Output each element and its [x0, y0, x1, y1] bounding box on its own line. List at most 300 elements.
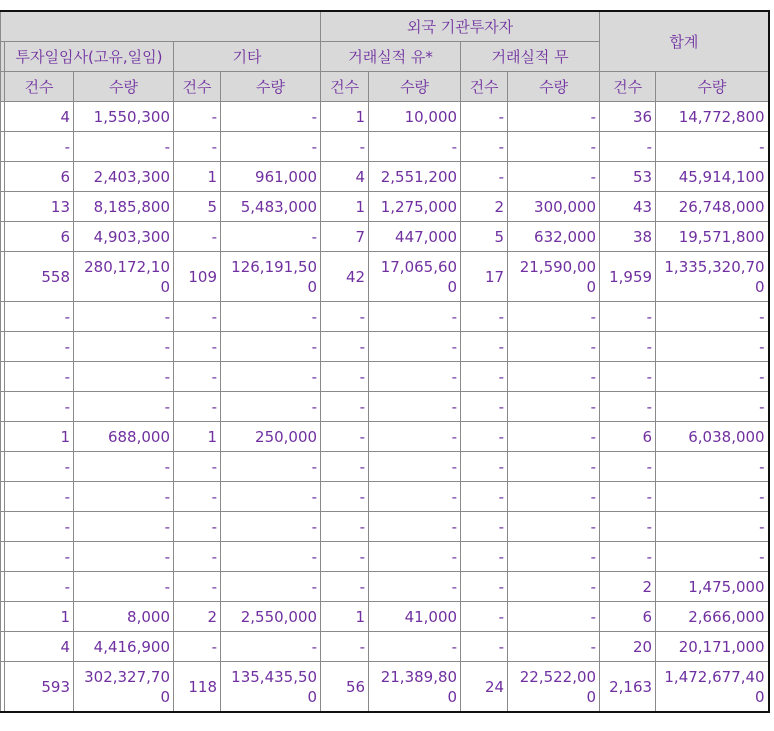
- count-cell: [5, 302, 74, 332]
- cell-value: 22,522,000: [519, 667, 597, 706]
- quantity-cell: [369, 392, 461, 422]
- cell-value: -: [759, 457, 765, 476]
- cell-value: -: [498, 367, 505, 386]
- count-cell: [461, 482, 508, 512]
- cell-value: -: [311, 107, 318, 126]
- cell-value: 1,959: [609, 267, 653, 286]
- cell-value: 6,038,000: [688, 427, 765, 446]
- count-cell: [5, 662, 74, 713]
- cell-value: -: [590, 637, 597, 656]
- count-cell: [5, 102, 74, 132]
- count-cell: [461, 222, 508, 252]
- cell-value: 8,185,800: [93, 197, 170, 216]
- cell-value: -: [646, 457, 653, 476]
- count-cell: [5, 222, 74, 252]
- cell-value: -: [759, 397, 765, 416]
- quantity-cell: [508, 602, 600, 632]
- count-cell: [5, 542, 74, 572]
- cell-value: 1: [355, 107, 366, 126]
- header-count: 건수: [600, 72, 656, 102]
- cell-value: -: [498, 487, 505, 506]
- cell-value: 53: [632, 167, 653, 186]
- header-without-record: 거래실적 무: [461, 42, 600, 72]
- cell-value: -: [498, 137, 505, 156]
- cell-value: 19,571,800: [678, 227, 765, 246]
- cell-value: 1,275,000: [380, 197, 458, 216]
- count-cell: [600, 482, 656, 512]
- count-cell: [321, 482, 369, 512]
- count-cell: [5, 132, 74, 162]
- cell-value: 13: [50, 197, 70, 216]
- count-cell: [461, 132, 508, 162]
- quantity-cell: [221, 452, 321, 482]
- cell-value: -: [164, 577, 170, 596]
- quantity-cell: [656, 452, 769, 482]
- cell-value: 6: [60, 167, 70, 186]
- count-cell: [600, 222, 656, 252]
- quantity-cell: [508, 452, 600, 482]
- quantity-cell: [74, 452, 174, 482]
- count-cell: [5, 192, 74, 222]
- count-cell: [461, 512, 508, 542]
- cell-value: 2,403,300: [93, 167, 170, 186]
- cell-value: 280,172,100: [84, 257, 170, 296]
- count-cell: [600, 362, 656, 392]
- count-cell: [174, 512, 221, 542]
- table-row: [1, 482, 769, 512]
- cell-value: -: [311, 307, 318, 326]
- cell-value: -: [164, 367, 170, 386]
- quantity-cell: [221, 132, 321, 162]
- quantity-cell: [508, 662, 600, 713]
- cell-value: -: [590, 457, 597, 476]
- count-cell: [174, 602, 221, 632]
- cell-value: -: [64, 517, 70, 536]
- quantity-cell: [508, 302, 600, 332]
- cell-value: -: [211, 307, 217, 326]
- cell-value: -: [164, 547, 170, 566]
- count-cell: [600, 302, 656, 332]
- count-cell: [174, 332, 221, 362]
- cell-value: 126,191,500: [231, 257, 318, 296]
- cell-value: 38: [632, 227, 653, 246]
- count-cell: [5, 362, 74, 392]
- cell-value: -: [759, 367, 765, 386]
- cell-value: -: [646, 397, 653, 416]
- cell-value: -: [311, 547, 318, 566]
- table-row: [1, 162, 769, 192]
- quantity-cell: [508, 512, 600, 542]
- cell-value: 43: [632, 197, 653, 216]
- count-cell: [321, 222, 369, 252]
- cell-value: -: [211, 637, 217, 656]
- count-cell: [174, 302, 221, 332]
- header-row-3: [1, 72, 769, 102]
- quantity-cell: [221, 222, 321, 252]
- quantity-cell: [508, 222, 600, 252]
- cell-value: 20: [632, 637, 653, 656]
- count-cell: [321, 662, 369, 713]
- cell-value: -: [498, 457, 505, 476]
- header-investment-advisor: 투자일임사(고유,일임): [5, 42, 174, 72]
- cell-value: 109: [188, 267, 217, 286]
- cell-value: -: [759, 517, 765, 536]
- cell-value: -: [646, 337, 653, 356]
- count-cell: [321, 252, 369, 302]
- cell-value: -: [590, 577, 597, 596]
- cell-value: -: [498, 307, 505, 326]
- cell-value: -: [498, 167, 505, 186]
- cell-value: 4: [60, 637, 70, 656]
- count-cell: [321, 132, 369, 162]
- count-cell: [600, 572, 656, 602]
- cell-value: -: [64, 487, 70, 506]
- count-cell: [600, 662, 656, 713]
- table-row: [1, 422, 769, 452]
- count-cell: [600, 102, 656, 132]
- header-count: 건수: [321, 72, 369, 102]
- count-cell: [174, 102, 221, 132]
- quantity-cell: [369, 452, 461, 482]
- cell-value: -: [211, 397, 217, 416]
- count-cell: [461, 542, 508, 572]
- cell-value: 42: [345, 267, 366, 286]
- quantity-cell: [221, 302, 321, 332]
- count-cell: [321, 602, 369, 632]
- table-row: [1, 452, 769, 482]
- cell-value: -: [64, 547, 70, 566]
- cell-value: -: [646, 367, 653, 386]
- cell-value: -: [64, 397, 70, 416]
- header-other: 기타: [174, 42, 321, 72]
- header-count: 건수: [5, 72, 74, 102]
- header-count: 건수: [461, 72, 508, 102]
- count-cell: [5, 252, 74, 302]
- cell-value: 558: [41, 267, 70, 286]
- quantity-cell: [369, 192, 461, 222]
- cell-value: -: [498, 397, 505, 416]
- cell-value: -: [498, 517, 505, 536]
- cell-value: 1,550,300: [93, 107, 170, 126]
- quantity-cell: [221, 102, 321, 132]
- table-row: [1, 302, 769, 332]
- quantity-cell: [221, 192, 321, 222]
- cell-value: -: [164, 457, 170, 476]
- cell-value: -: [759, 547, 765, 566]
- quantity-cell: [369, 102, 461, 132]
- quantity-cell: [369, 572, 461, 602]
- quantity-cell: [369, 662, 461, 713]
- cell-value: 5,483,000: [240, 197, 318, 216]
- cell-value: -: [211, 547, 217, 566]
- cell-value: -: [164, 517, 170, 536]
- count-cell: [5, 162, 74, 192]
- cell-value: -: [359, 547, 366, 566]
- cell-value: 26,748,000: [678, 197, 765, 216]
- cell-value: 632,000: [534, 227, 597, 246]
- cell-value: 4,903,300: [93, 227, 170, 246]
- count-cell: [174, 392, 221, 422]
- cell-value: -: [590, 337, 597, 356]
- cell-value: 135,435,500: [231, 667, 318, 706]
- count-cell: [461, 632, 508, 662]
- table-row: [1, 102, 769, 132]
- table-row: [1, 542, 769, 572]
- quantity-cell: [221, 332, 321, 362]
- cell-value: -: [590, 307, 597, 326]
- count-cell: [321, 362, 369, 392]
- table-row: [1, 362, 769, 392]
- cell-value: -: [311, 457, 318, 476]
- cell-value: -: [451, 517, 458, 536]
- cell-value: -: [590, 167, 597, 186]
- cell-value: 17,065,600: [380, 257, 458, 296]
- cell-value: -: [359, 457, 366, 476]
- header-count: 건수: [174, 72, 221, 102]
- quantity-cell: [221, 512, 321, 542]
- cell-value: 6: [642, 607, 653, 626]
- cell-value: -: [451, 427, 458, 446]
- cell-value: 2,163: [609, 677, 653, 696]
- cell-value: -: [311, 397, 318, 416]
- quantity-cell: [221, 542, 321, 572]
- cell-value: -: [646, 517, 653, 536]
- quantity-cell: [369, 482, 461, 512]
- cell-value: -: [311, 517, 318, 536]
- quantity-cell: [656, 662, 769, 713]
- cell-value: 36: [632, 107, 653, 126]
- cell-value: -: [211, 367, 217, 386]
- quantity-cell: [74, 422, 174, 452]
- quantity-cell: [221, 632, 321, 662]
- cell-value: -: [311, 137, 318, 156]
- cell-value: -: [359, 367, 366, 386]
- header-total: 합계: [600, 11, 769, 72]
- quantity-cell: [508, 132, 600, 162]
- quantity-cell: [221, 162, 321, 192]
- quantity-cell: [74, 542, 174, 572]
- cell-value: 1: [60, 427, 70, 446]
- quantity-cell: [508, 102, 600, 132]
- cell-value: -: [759, 487, 765, 506]
- cell-value: -: [359, 517, 366, 536]
- count-cell: [600, 162, 656, 192]
- table-row: [1, 222, 769, 252]
- cell-value: -: [498, 607, 505, 626]
- count-cell: [5, 422, 74, 452]
- count-cell: [321, 422, 369, 452]
- cell-value: -: [211, 457, 217, 476]
- count-cell: [174, 162, 221, 192]
- count-cell: [321, 542, 369, 572]
- quantity-cell: [508, 362, 600, 392]
- cell-value: -: [359, 337, 366, 356]
- quantity-cell: [369, 512, 461, 542]
- cell-value: 21,590,000: [519, 257, 597, 296]
- cell-value: -: [646, 487, 653, 506]
- cell-value: -: [498, 547, 505, 566]
- cell-value: -: [311, 367, 318, 386]
- cell-value: -: [759, 137, 765, 156]
- quantity-cell: [221, 482, 321, 512]
- quantity-cell: [369, 422, 461, 452]
- count-cell: [600, 392, 656, 422]
- quantity-cell: [74, 482, 174, 512]
- cell-value: -: [451, 137, 458, 156]
- count-cell: [461, 252, 508, 302]
- count-cell: [461, 102, 508, 132]
- cell-value: -: [164, 307, 170, 326]
- count-cell: [461, 392, 508, 422]
- cell-value: 447,000: [395, 227, 458, 246]
- quantity-cell: [656, 252, 769, 302]
- cell-value: 2,666,000: [688, 607, 765, 626]
- quantity-cell: [656, 482, 769, 512]
- cell-value: 961,000: [255, 167, 318, 186]
- quantity-cell: [369, 162, 461, 192]
- header-quantity: 수량: [221, 72, 321, 102]
- quantity-cell: [221, 602, 321, 632]
- count-cell: [321, 332, 369, 362]
- cell-value: -: [311, 227, 318, 246]
- quantity-cell: [221, 662, 321, 713]
- count-cell: [174, 192, 221, 222]
- count-cell: [461, 452, 508, 482]
- cell-value: -: [451, 457, 458, 476]
- quantity-cell: [656, 422, 769, 452]
- quantity-cell: [508, 572, 600, 602]
- quantity-cell: [221, 362, 321, 392]
- cell-value: -: [646, 547, 653, 566]
- quantity-cell: [74, 662, 174, 713]
- quantity-cell: [74, 162, 174, 192]
- count-cell: [174, 452, 221, 482]
- quantity-cell: [656, 362, 769, 392]
- quantity-cell: [508, 332, 600, 362]
- table-row: [1, 572, 769, 602]
- count-cell: [174, 542, 221, 572]
- cell-value: 5: [494, 227, 505, 246]
- count-cell: [600, 632, 656, 662]
- cell-value: 24: [484, 677, 505, 696]
- cell-value: -: [498, 637, 505, 656]
- count-cell: [321, 392, 369, 422]
- cell-value: 10,000: [404, 107, 458, 126]
- header-quantity: 수량: [369, 72, 461, 102]
- count-cell: [600, 512, 656, 542]
- table-row: [1, 512, 769, 542]
- count-cell: [5, 392, 74, 422]
- quantity-cell: [508, 392, 600, 422]
- cell-value: -: [64, 137, 70, 156]
- count-cell: [5, 572, 74, 602]
- cell-value: -: [211, 107, 217, 126]
- count-cell: [600, 602, 656, 632]
- count-cell: [321, 572, 369, 602]
- cell-value: -: [759, 307, 765, 326]
- cell-value: -: [590, 547, 597, 566]
- quantity-cell: [656, 392, 769, 422]
- count-cell: [461, 302, 508, 332]
- quantity-cell: [508, 162, 600, 192]
- cell-value: 4,416,900: [93, 637, 170, 656]
- cell-value: -: [311, 577, 318, 596]
- cell-value: -: [451, 307, 458, 326]
- cell-value: 5: [207, 197, 217, 216]
- quantity-cell: [656, 102, 769, 132]
- cell-value: -: [64, 307, 70, 326]
- cell-value: -: [498, 427, 505, 446]
- quantity-cell: [221, 252, 321, 302]
- count-cell: [174, 422, 221, 452]
- count-cell: [600, 252, 656, 302]
- cell-value: -: [498, 577, 505, 596]
- cell-value: 1: [355, 607, 366, 626]
- count-cell: [174, 662, 221, 713]
- count-cell: [174, 362, 221, 392]
- table-row: [1, 632, 769, 662]
- quantity-cell: [74, 252, 174, 302]
- header-foreign-institution: 외국 기관투자자: [321, 11, 600, 42]
- cell-value: 1: [60, 607, 70, 626]
- cell-value: 302,327,700: [84, 667, 170, 706]
- cell-value: -: [211, 517, 217, 536]
- quantity-cell: [656, 162, 769, 192]
- cell-value: -: [211, 337, 217, 356]
- count-cell: [5, 632, 74, 662]
- quantity-cell: [656, 632, 769, 662]
- cell-value: -: [646, 137, 653, 156]
- cell-value: -: [359, 307, 366, 326]
- table-row: [1, 602, 769, 632]
- quantity-cell: [369, 632, 461, 662]
- cell-value: -: [590, 517, 597, 536]
- cell-value: -: [590, 607, 597, 626]
- quantity-cell: [74, 392, 174, 422]
- cell-value: -: [164, 397, 170, 416]
- cell-value: -: [451, 337, 458, 356]
- count-cell: [321, 192, 369, 222]
- quantity-cell: [369, 302, 461, 332]
- cell-value: -: [359, 487, 366, 506]
- quantity-cell: [656, 192, 769, 222]
- cell-value: -: [451, 547, 458, 566]
- count-cell: [321, 302, 369, 332]
- cell-value: 250,000: [255, 427, 318, 446]
- cell-value: -: [311, 637, 318, 656]
- count-cell: [600, 132, 656, 162]
- cell-value: -: [451, 637, 458, 656]
- cell-value: -: [64, 577, 70, 596]
- cell-value: -: [590, 487, 597, 506]
- header-blank: [1, 11, 321, 42]
- count-cell: [5, 512, 74, 542]
- count-cell: [461, 422, 508, 452]
- count-cell: [321, 632, 369, 662]
- cell-value: -: [498, 107, 505, 126]
- cell-value: 2: [494, 197, 505, 216]
- count-cell: [174, 572, 221, 602]
- cell-value: -: [311, 487, 318, 506]
- cell-value: 21,389,800: [380, 667, 458, 706]
- quantity-cell: [656, 222, 769, 252]
- count-cell: [174, 252, 221, 302]
- count-cell: [461, 192, 508, 222]
- count-cell: [600, 452, 656, 482]
- cell-value: 2,550,000: [240, 607, 318, 626]
- cell-value: -: [451, 577, 458, 596]
- table-row: [1, 662, 769, 713]
